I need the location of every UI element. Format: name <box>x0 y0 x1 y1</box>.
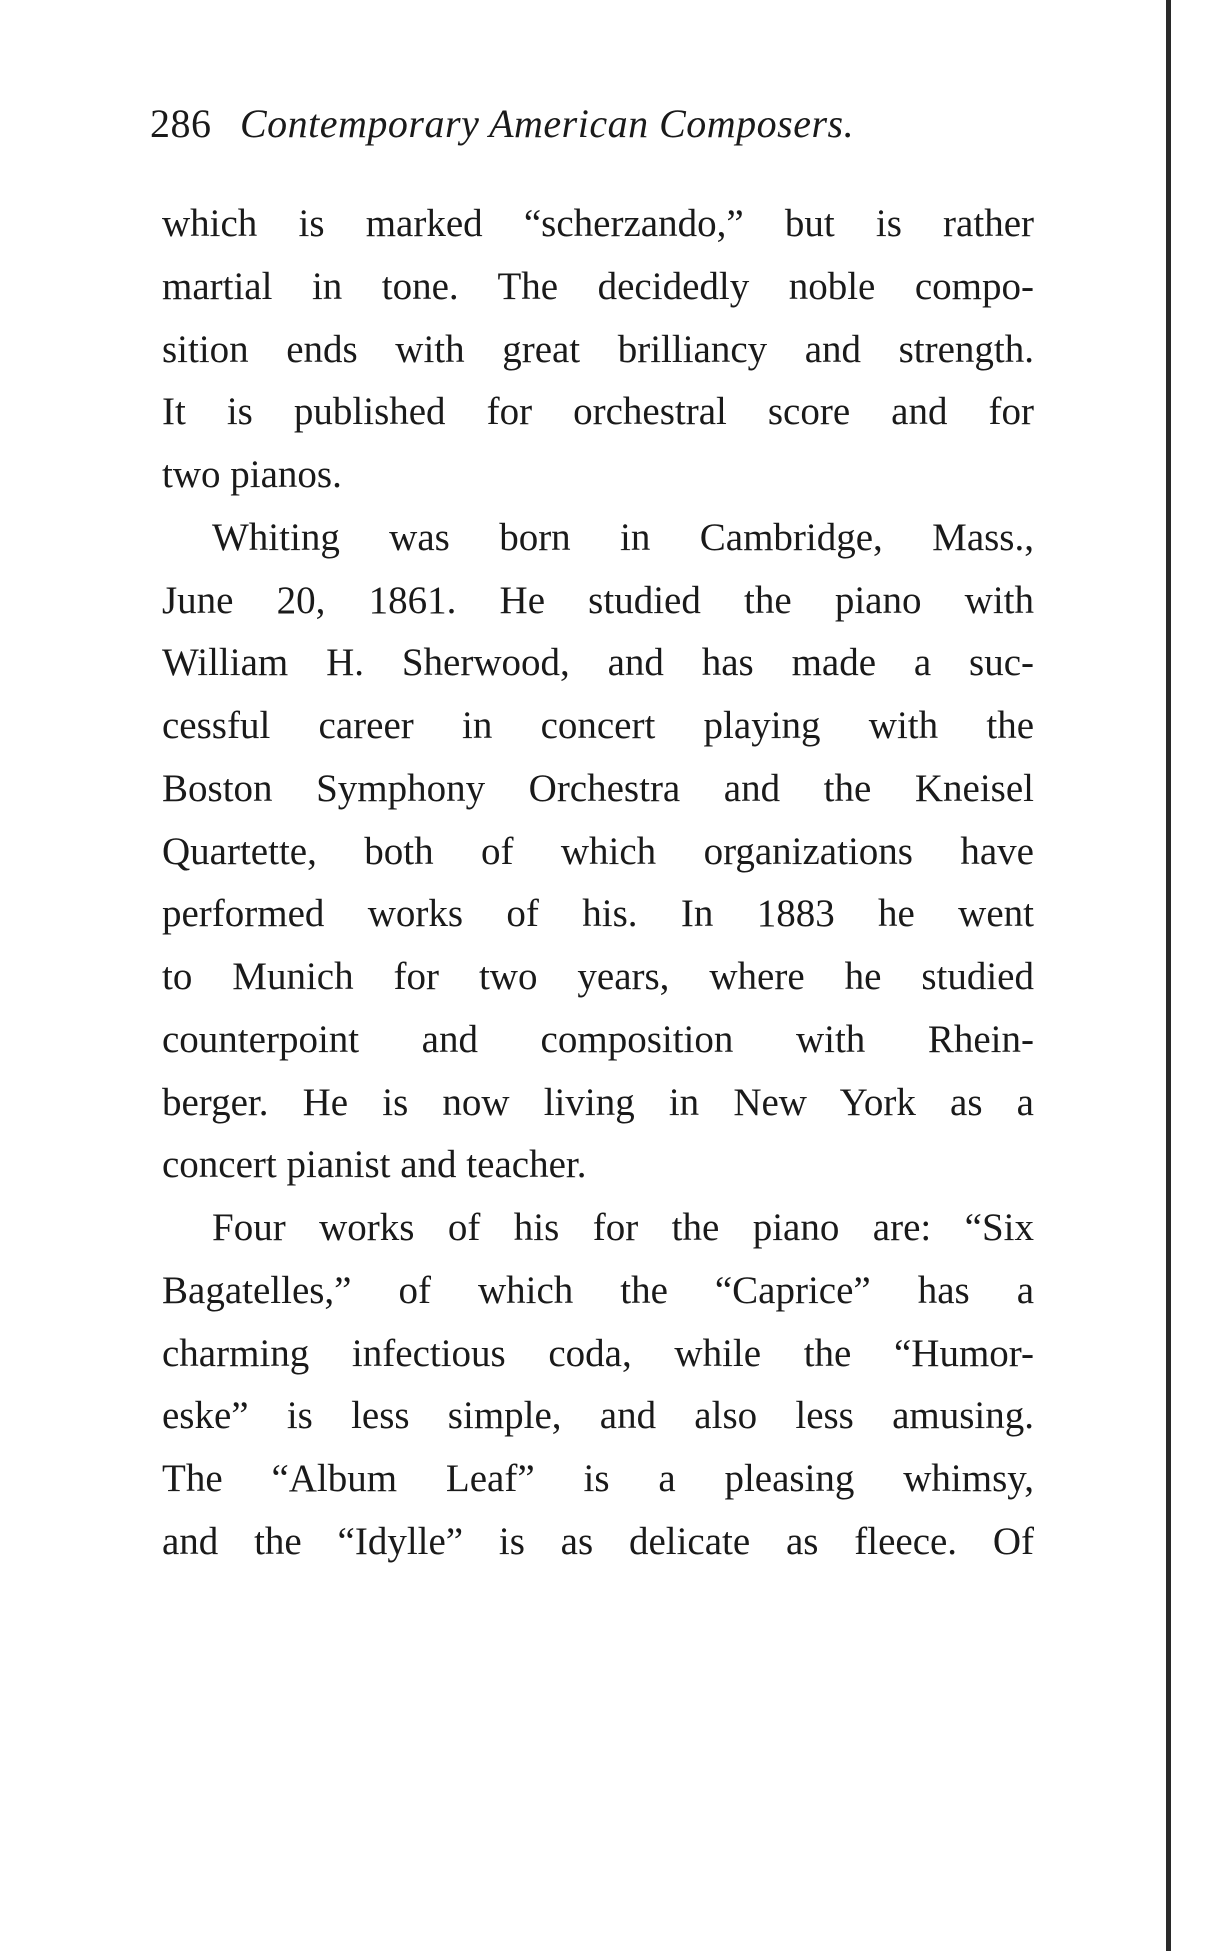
text-line: to Munich for two years, where he studied <box>162 955 1034 998</box>
text-line: two pianos. <box>162 453 342 496</box>
text-line: Quartette, both of which organizations have <box>162 829 1034 873</box>
page-edge-rule <box>1166 0 1171 1951</box>
text-line: The “Album Leaf” is a pleasing whimsy, <box>162 1457 1034 1500</box>
page-header <box>150 100 854 147</box>
text-line: June 20, 1861. He studied the piano with <box>162 578 1034 622</box>
text-line: William H. Sherwood, and has made a suc- <box>162 641 1034 685</box>
body-text <box>162 193 1034 1574</box>
text-line: eske” is less simple, and also less amusing. <box>162 1394 1034 1438</box>
page-number: 286 <box>150 101 212 146</box>
text-line: concert pianist and teacher. <box>162 1143 587 1187</box>
text-line: Four works of his for the piano are: “Six <box>212 1206 1034 1249</box>
text-line: which is marked “scherzando,” but is rather <box>162 202 1034 245</box>
text-line: sition ends with great brilliancy and strength. <box>162 327 1034 371</box>
text-line: counterpoint and composition with Rhein- <box>162 1017 1034 1061</box>
text-line: Whiting was born in Cambridge, Mass., <box>212 515 1034 559</box>
text-line: Bagatelles,” of which the “Caprice” has a <box>162 1268 1034 1312</box>
text-line: berger. He is now living in New York as a <box>162 1080 1034 1124</box>
text-line: martial in tone. The decidedly noble compo- <box>162 264 1034 308</box>
text-line: Boston Symphony Orchestra and the Kneisel <box>162 766 1034 810</box>
text-line: cessful career in concert playing with the <box>162 704 1034 747</box>
text-line: It is published for orchestral score and for <box>162 390 1034 434</box>
running-title: Contemporary American Composers. <box>240 101 855 146</box>
text-line: and the “Idylle” is as delicate as fleece. Of <box>162 1519 1034 1563</box>
text-line: charming infectious coda, while the “Humor- <box>162 1331 1034 1375</box>
text-line: performed works of his. In 1883 he went <box>162 892 1034 936</box>
